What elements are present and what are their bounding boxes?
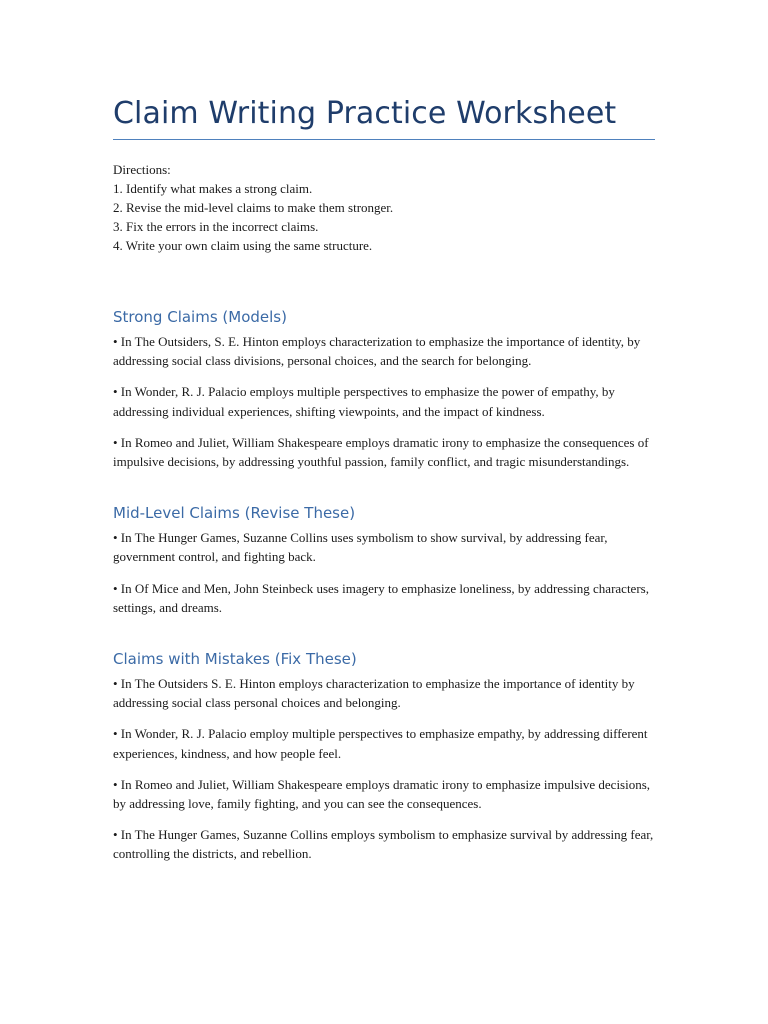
- directions-heading: Directions:: [113, 162, 171, 177]
- direction-step: 2. Revise the mid-level claims to make them stronger.: [113, 200, 394, 215]
- claim-item: • In Wonder, R. J. Palacio employs multiple perspectives to emphasize the power of empathy, by addressing individual experiences, shifting viewpoints, and the impact of kindness.: [113, 384, 615, 419]
- claim-list: [113, 674, 655, 864]
- page-title: Claim Writing Practice Worksheet: [113, 96, 617, 131]
- claim-item: • In Wonder, R. J. Palacio employ multiple perspectives to emphasize empathy, by addressing different experiences, kindness, and how people feel.: [113, 726, 648, 761]
- title-underline: [113, 139, 655, 140]
- claim-item: • In The Hunger Games, Suzanne Collins employs symbolism to emphasize survival by addressing fear, controlling the districts, and rebellion.: [113, 827, 654, 862]
- direction-step: 3. Fix the errors in the incorrect claims.: [113, 219, 319, 234]
- claim-list: [113, 332, 655, 471]
- claim-item: • In The Outsiders S. E. Hinton employs characterization to emphasize the importance of identity by addressing social class personal choices and belonging.: [113, 676, 635, 711]
- claim-item: • In Romeo and Juliet, William Shakespeare employs dramatic irony to emphasize the consequences of impulsive decisions, by addressing youthful passion, family conflict, and tragic misunderstandings.: [113, 434, 649, 470]
- mid-level-claims-section: [113, 503, 655, 617]
- section-heading-claims-with-mistakes: Claims with Mistakes (Fix These): [113, 650, 357, 669]
- claim-item: • In Romeo and Juliet, William Shakespeare employs dramatic irony to emphasize impulsive decisions, by addressing love, family fighting, and you can see the consequences.: [113, 776, 651, 812]
- claim-item: • In The Hunger Games, Suzanne Collins uses symbolism to show survival, by addressing fear, government control, and fighting back.: [113, 530, 608, 565]
- claim-item: • In The Outsiders, S. E. Hinton employs characterization to emphasize the importance of identity, by addressing social class divisions, personal choices, and the search for belonging.: [113, 334, 641, 369]
- mistake-claims-section: [113, 649, 655, 864]
- claim-item: • In Of Mice and Men, John Steinbeck uses imagery to emphasize loneliness, by addressing characters, settings, and dreams.: [113, 580, 649, 615]
- claim-list: [113, 528, 655, 617]
- direction-step: 1. Identify what makes a strong claim.: [113, 181, 313, 196]
- section-heading-strong-claims: Strong Claims (Models): [113, 308, 287, 326]
- section-heading-mid-level-claims: Mid-Level Claims (Revise These): [113, 504, 356, 523]
- directions-block: [113, 160, 655, 255]
- strong-claims-section: [113, 307, 655, 471]
- direction-step: 4. Write your own claim using the same structure.: [113, 238, 373, 253]
